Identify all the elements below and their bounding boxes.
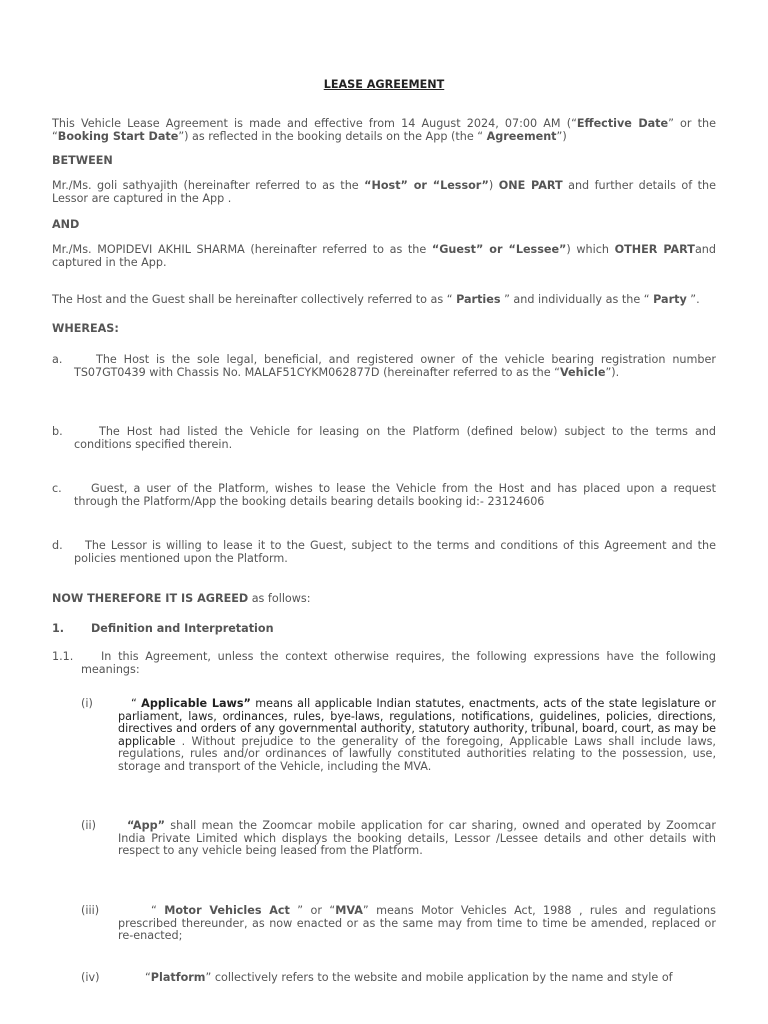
- recital-c-marker: c.: [52, 482, 62, 495]
- parties-paragraph: [52, 294, 716, 307]
- one-part-term: ONE PART: [498, 179, 563, 192]
- definition-iii-text: ” means Motor Vehicles Act, 1988 , rules and regulations prescribed thereunder, as now enacted or as the same may from time to time be amended, replaced or re-enacted;: [118, 904, 716, 943]
- definition-applicable-laws: [118, 698, 716, 774]
- effective-date-term: Effective Date: [576, 117, 669, 130]
- platform-term: Platform: [150, 971, 206, 984]
- guest-paragraph: [52, 244, 716, 269]
- recital-d-marker: d.: [52, 539, 63, 552]
- recital-b: [74, 426, 716, 451]
- guest-text-2: ) which: [566, 243, 615, 256]
- booking-start-date-term: Booking Start Date: [57, 129, 179, 143]
- definition-i-dark-text: means all applicable Indian statutes, enactments, acts of the state legislature or parliament, laws, ordinances, rules, bye-laws, regulations, notifications, guidelines, policies, directions, directives and orders of any governmental authority, statutory authority, tribunal, board, court, as may be applicable: [118, 697, 716, 748]
- applicable-laws-term: Applicable Laws”: [141, 697, 251, 710]
- party-term: Party: [653, 293, 687, 306]
- other-part-term: OTHER PART: [614, 243, 695, 256]
- intro-paragraph: [52, 118, 716, 143]
- definition-iii-marker: (iii): [81, 904, 100, 917]
- and-heading: AND: [52, 218, 80, 231]
- recital-a-text-2: ”).: [605, 365, 620, 379]
- host-text-2: ): [488, 179, 499, 192]
- recital-d-text: The Lessor is willing to lease it to the Guest, subject to the terms and conditions of this Agreement and the policies mentioned upon the Platform.: [74, 539, 716, 565]
- intro-text-1: This Vehicle Lease Agreement is made and effective from 14 August 2024, 07:00 AM (“: [52, 117, 577, 130]
- vehicle-term: Vehicle: [559, 365, 606, 379]
- document-title: LEASE AGREEMENT: [323, 78, 445, 91]
- parties-text-1: The Host and the Guest shall be hereinafter collectively referred to as “: [52, 293, 457, 306]
- recital-d: [74, 540, 716, 565]
- host-paragraph: [52, 180, 716, 205]
- whereas-heading: WHEREAS:: [52, 322, 119, 335]
- intro-text-2: ” or the “: [52, 117, 716, 143]
- definition-ii-marker: (ii): [81, 819, 96, 832]
- clause-1-1-number: 1.1.: [52, 650, 74, 663]
- guest-text-1: Mr./Ms. MOPIDEVI AKHIL SHARMA (hereinafter referred to as the: [52, 243, 432, 256]
- definition-iv-marker: (iv): [81, 971, 100, 984]
- definition-iii-quote-2: ” or “: [289, 904, 336, 917]
- definition-ii-text: shall mean the Zoomcar mobile application for car sharing, owned and operated by Zoomcar India Private Limited which displays the booking details, Lessor /Lessee details and other details with respect to any vehicle being leased from the Platform.: [118, 819, 716, 858]
- definition-motor-vehicles-act: [118, 905, 716, 943]
- now-therefore-term: NOW THEREFORE IT IS AGREED: [52, 592, 249, 605]
- between-heading: BETWEEN: [52, 154, 113, 167]
- definition-iii-quote-1: “: [151, 904, 165, 917]
- parties-term: Parties: [456, 293, 501, 306]
- now-therefore-text: as follows:: [248, 592, 311, 605]
- recital-a: [74, 354, 716, 379]
- recital-a-text-1: The Host is the sole legal, beneficial, and registered owner of the vehicle bearing registration number TS07GT0439 with Chassis No. MALAF51CYKM062877D (hereinafter referred to as the “: [74, 353, 716, 379]
- parties-text-2: ” and individually as the “: [500, 293, 654, 306]
- parties-text-3: ”.: [686, 293, 700, 306]
- recital-c: [74, 483, 716, 508]
- guest-lessee-term: “Guest” or “Lessee”: [431, 243, 567, 256]
- section-1-number: 1.: [52, 622, 65, 635]
- host-text-1: Mr./Ms. goli sathyajith (hereinafter referred to as the: [52, 179, 365, 192]
- definition-iv-text: ” collectively refers to the website and mobile application by the name and style of: [205, 971, 673, 984]
- definition-iv-quote: “: [145, 971, 151, 984]
- definition-app: [118, 820, 716, 858]
- recital-b-marker: b.: [52, 425, 63, 438]
- recital-a-marker: a.: [52, 353, 63, 366]
- section-1-heading: Definition and Interpretation: [91, 622, 274, 635]
- definition-i-text: . Without prejudice to the generality of the foregoing, Applicable Laws shall include laws, regulations, rules and/or ordinances of lawfully constituted authorities relating to the possession, use, storage and transport of the Vehicle, including the MVA.: [118, 734, 716, 773]
- recital-c-text: Guest, a user of the Platform, wishes to lease the Vehicle from the Host and has placed upon a request through the Platform/App the booking details bearing details booking id:- 23124606: [74, 482, 716, 508]
- intro-text-4: ”): [556, 129, 567, 143]
- clause-1-1-text: In this Agreement, unless the context otherwise requires, the following expressions have the following meanings:: [81, 650, 716, 676]
- guest-text-3: and captured in the App.: [52, 243, 716, 269]
- agreement-term: Agreement: [486, 129, 557, 143]
- definition-platform: [118, 972, 716, 985]
- now-therefore-paragraph: [52, 593, 716, 606]
- motor-vehicles-act-term: Motor Vehicles Act: [164, 904, 290, 917]
- host-text-3: and further details of the Lessor are captured in the App .: [52, 179, 717, 205]
- recital-b-text: The Host had listed the Vehicle for leasing on the Platform (defined below) subject to the terms and conditions specified therein.: [74, 425, 716, 451]
- intro-text-3: ”) as reflected in the booking details on the App (the “: [178, 129, 487, 143]
- host-lessor-term: “Host” or “Lessor”: [364, 179, 489, 192]
- app-term: “App”: [127, 819, 165, 832]
- mva-term: MVA: [335, 904, 363, 917]
- definition-i-open-quote: “: [131, 697, 142, 710]
- definition-i-marker: (i): [81, 697, 93, 710]
